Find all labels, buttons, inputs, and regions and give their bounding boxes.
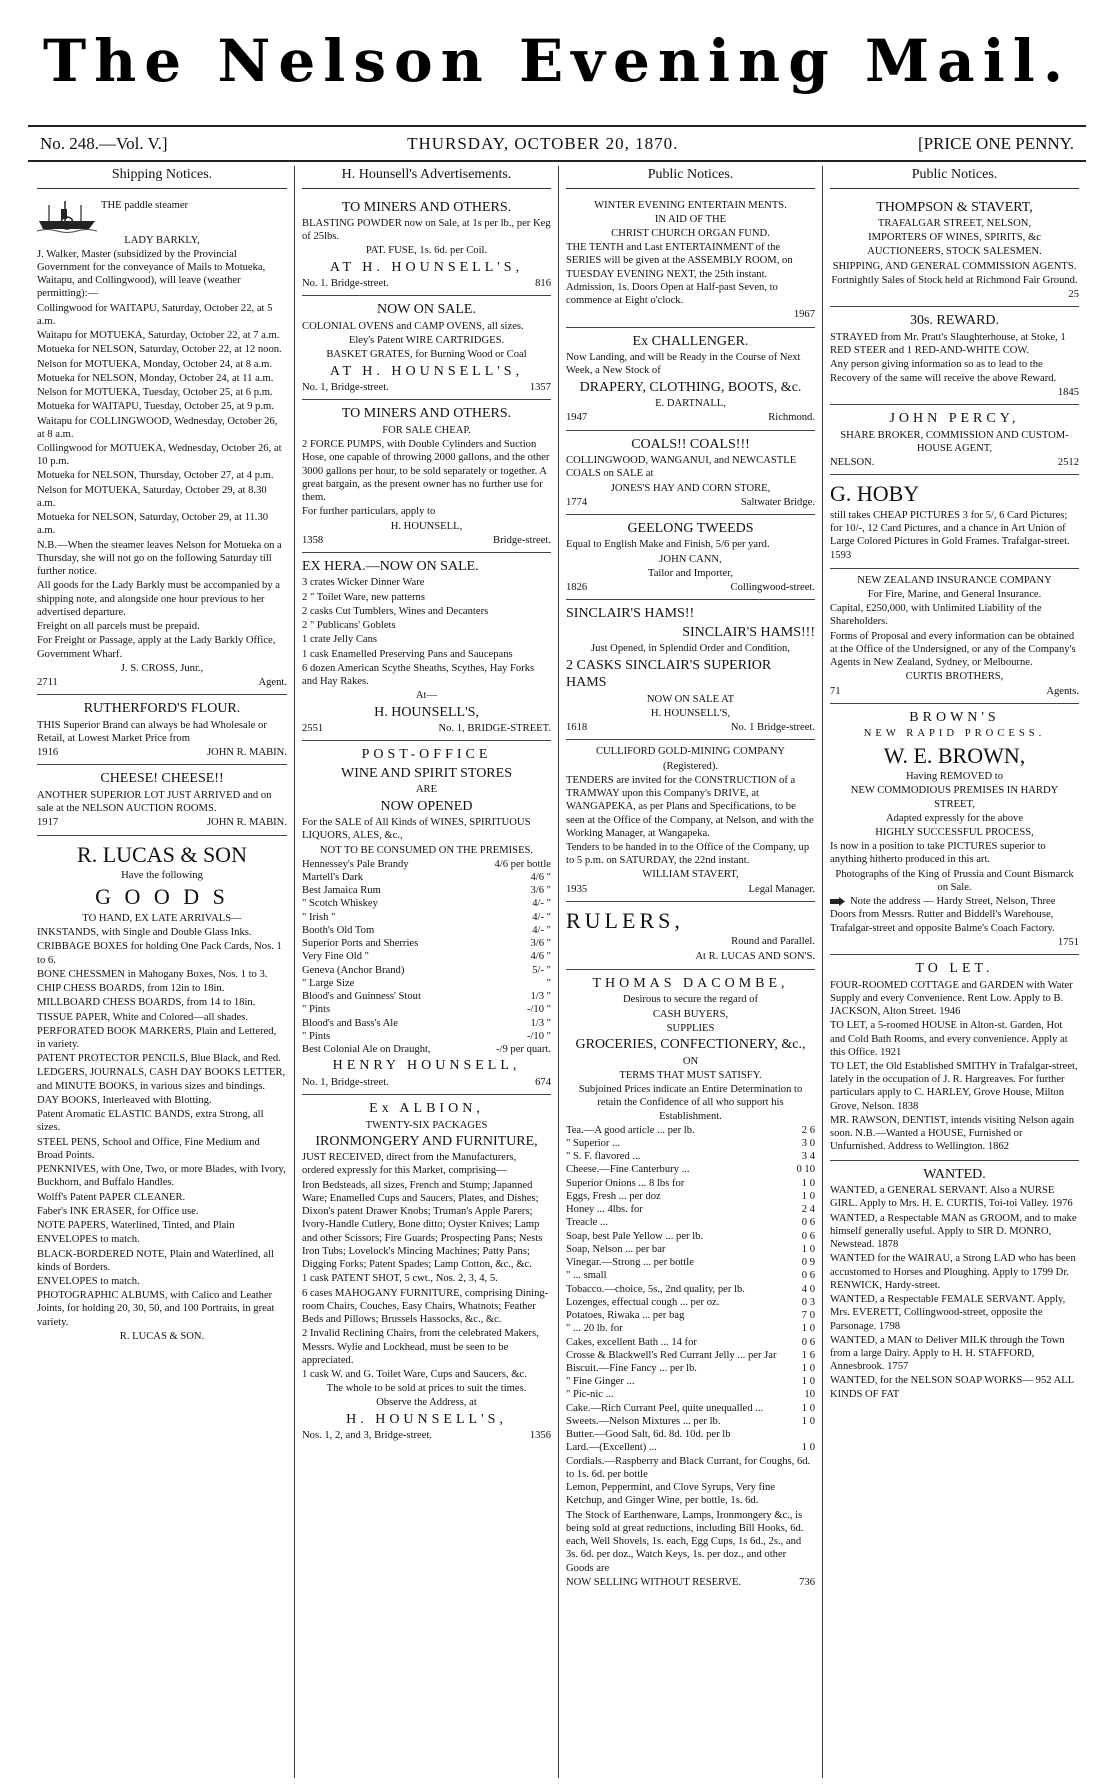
notice-body: Desirous to secure the regard of — [622, 994, 759, 1006]
steamer-note: Freight on all parcels must be prepaid. — [37, 621, 200, 633]
sailing-item: Collingwood for WAITAPU, Saturday, October 22, at 5 a.m. — [37, 302, 273, 327]
price-row: " Large Size " — [302, 977, 551, 989]
steamer-role: Agent. — [258, 677, 287, 688]
price-row: Blood's and Guinness' Stout 1/3 " — [302, 991, 551, 1003]
notice-goods: GROCERIES, CONFECTIONERY, &c., — [575, 1037, 806, 1053]
stavert-notice — [830, 194, 1079, 308]
notice-body: BLASTING POWDER now on Sale, at 1s per lb., per Keg of 25lbs. — [302, 218, 551, 243]
notice-goods: DRAPERY, CLOTHING, BOOTS, &c. — [579, 379, 802, 395]
cheese-notice — [37, 765, 287, 835]
notice-address: No. 1, BRIDGE-STREET. — [438, 723, 551, 735]
lucas-item: NOTE PAPERS, Waterlined, Tinted, and Plain — [37, 1220, 235, 1232]
notice-body: Just Opened, in Splendid Order and Condition, — [591, 643, 790, 655]
notice-who: H. HOUNSELL'S, — [374, 704, 479, 720]
flour-signer: JOHN R. MABIN. — [206, 747, 287, 759]
ad-number: 1967 — [793, 309, 815, 321]
wanted-item: WANTED for the WAIRAU, a Strong LAD who has been accustomed to Horses and Ploughing. Apply to 1799 Dr. RENWICK, Hardy-street. — [830, 1253, 1076, 1291]
notice-title-2: SINCLAIR'S HAMS!!! — [682, 624, 815, 640]
wanted-item: WANTED, a Respectable FEMALE SERVANT. Apply, Mrs. EVERETT, Collingwood-street, opposite the Parsonage. 1798 — [830, 1294, 1066, 1332]
cheese-title: CHEESE! CHEESE!! — [100, 771, 224, 787]
column-hounsell — [294, 166, 558, 1778]
winter-entertainment-notice — [566, 194, 815, 328]
fuse-line: PAT. FUSE, 1s. 6d. per Coil. — [365, 245, 488, 257]
notice-sub: For Fire, Marine, and General Insurance. — [867, 588, 1042, 600]
price-row: Honey ... 4lbs. for 2 4 — [566, 1204, 815, 1216]
price-row: " S. F. flavored ... 3 4 — [566, 1151, 815, 1163]
notice-body: Adapted expressly for the above — [885, 812, 1024, 824]
blasting-powder-notice — [302, 194, 551, 297]
notice-sub: TWENTY-SIX PACKAGES — [365, 1119, 488, 1131]
price-row: " Irish " 4/- " — [302, 911, 551, 923]
wanted-item: WANTED, a Respectable MAN as GROOM, and to make himself generally useful. Apply to SIR D. MONRO, Newstead. 1878 — [830, 1212, 1077, 1251]
albion-item: 1 cask W. and G. Toilet Ware, Cups and Saucers, &c. — [302, 1369, 527, 1380]
notice-body: Fortnightly Sales of Stock held at Richmond Fair Ground. — [831, 274, 1078, 286]
notice-sub: IRONMONGERY AND FURNITURE, — [315, 1133, 538, 1149]
sailing-item: Motueka for NELSON, Monday, October 24, at 11 a.m. — [37, 372, 274, 384]
masthead-title: The Nelson Evening Mail. — [42, 27, 1072, 95]
notice-body: Photographs of the King of Prussia and Count Bismarck on Sale. — [835, 868, 1074, 893]
lucas-goods: G O O D S — [95, 884, 229, 910]
ad-number: 736 — [799, 1576, 815, 1588]
notice-title: Ex CHALLENGER. — [632, 333, 749, 349]
price-row: Eggs, Fresh ... per doz 1 0 — [566, 1190, 815, 1202]
price-row: Butter.—Good Salt, 6d. 8d. 10d. per lb — [566, 1429, 731, 1441]
hera-item: 6 dozen American Scythe Sheaths, Scythes, Hay Forks and Hay Rakes. — [302, 662, 535, 688]
price-row: Best Colonial Ale on Draught, -/9 per quart. — [302, 1044, 551, 1056]
notice-at: JONES'S HAY AND CORN STORE, — [610, 482, 771, 494]
lucas-item: PHOTOGRAPHIC ALBUMS, with Calico and Leather Joints, for holding 20, 30, 50, and 100 Portraits, in great variety. — [37, 1290, 275, 1328]
notice-body: NEW COMMODIOUS PREMISES IN HARDY STREET, — [850, 785, 1059, 810]
notice-place: Saltwater Bridge. — [740, 496, 815, 508]
notice-address: Nos. 1, 2, and 3, Bridge-street. — [302, 1430, 433, 1442]
reward-notice — [830, 307, 1079, 405]
lucas-item: INKSTANDS, with Single and Double Glass Inks. — [37, 927, 252, 939]
ad-number: 71 — [830, 685, 841, 697]
column-header: Public Notices. — [830, 166, 1079, 189]
notice-body: THE TENTH and Last ENTERTAINMENT of the SERIES will be given at the ASSEMBLY ROOM, on TUESDAY EVENING NEXT, the 25th instant. Admission, 1s. Doors Open at Half-past Seven, to commence at Eight o'clock. — [566, 242, 793, 307]
notice-sale: NOW ON SALE AT — [646, 693, 735, 705]
notice-body: 2 FORCE PUMPS, with Double Cylinders and Suction Hose, one capable of throwing 2000 gallons, and the other 3000 gallons per hour, to be sold separately or together. A great bargain, as the present owner has no further use for them. — [302, 439, 550, 504]
notice-are: ARE — [415, 784, 438, 796]
top-rule — [28, 125, 1086, 127]
challenger-notice — [566, 328, 815, 431]
notice-apply: For further particulars, apply to — [302, 506, 436, 518]
hera-item: 2 casks Cut Tumblers, Wines and Decanters — [302, 605, 489, 617]
lucas-item: Faber's INK ERASER, for Office use. — [37, 1205, 199, 1217]
lucas-item: CHIP CHESS BOARDS, from 12in to 18in. — [37, 983, 225, 995]
steamer-note: All goods for the Lady Barkly must be accompanied by a shipping note, and alongside one hour previous to her advertised departure. — [37, 580, 281, 618]
notice-body: Forms of Proposal and every information can be obtained at the Office of the Undersigned, or any of the Company's Agents in New Zealand, Sydney, or Melbourne. — [830, 630, 1076, 669]
steamer-signer: J. S. CROSS, Junr., — [120, 662, 204, 674]
ad-number: 1774 — [566, 496, 588, 508]
sailing-item: Motueka for WAITAPU, Tuesday, October 25, at 9 p.m. — [37, 401, 274, 413]
notice-who: HENRY HOUNSELL, — [332, 1058, 521, 1074]
albion-item: 1 cask PATENT SHOT, 5 cwt., Nos. 2, 3, 4, 5. — [302, 1273, 498, 1285]
hera-item: 1 cask Enamelled Preserving Pans and Saucepans — [302, 648, 513, 660]
wanted-section — [830, 1161, 1079, 1407]
sailing-item: Nelson for MOTUEKA, Tuesday, October 25, at 6 p.m. — [37, 387, 273, 399]
notice-open: NOW OPENED — [380, 798, 473, 814]
price-row: Very Fine Old " 4/6 " — [302, 951, 551, 963]
notice-role: Tailor and Importer, — [647, 567, 734, 579]
lucas-item: PERFORATED BOOK MARKERS, Plain and Lettered, in variety. — [37, 1025, 277, 1050]
flour-notice — [37, 695, 287, 765]
notice-body: TENDERS are invited for the CONSTRUCTION of a TRAMWAY upon this Company's DRIVE, at WANGAPEKA, as per Plans and Specifications, to be seen at the Office of the Company, at Nelson, and with the Working Manager, at Wangapeka. — [566, 774, 814, 839]
lucas-item: BONE CHESSMEN in Mahogany Boxes, Nos. 1 to 3. — [37, 968, 268, 980]
sailing-item: Collingwood for MOTUEKA, Wednesday, October 26, at 10 p.m. — [37, 443, 282, 468]
cheese-body: ANOTHER SUPERIOR LOT JUST ARRIVED and on sale at the NELSON AUCTION ROOMS. — [37, 789, 272, 815]
notice-body: COLONIAL OVENS and CAMP OVENS, all sizes. — [302, 320, 524, 332]
notice-terms: TERMS THAT MUST SATISFY. — [619, 1069, 762, 1081]
price-row: Cordials.—Raspberry and Black Currant, for Coughs, 6d. to 1s. 6d. per bottle — [566, 1455, 811, 1480]
to-let-item: TO LET, a 5-roomed HOUSE in Alton-st. Garden, Hot and Cold Bath Rooms, and every convenience. Apply at this Office. 1921 — [830, 1020, 1068, 1058]
price-row: " Pints -/10 " — [302, 1030, 551, 1042]
notice-intro: Subjoined Prices indicate an Entire Determination to retain the Confidence of all who support his Establishment. — [578, 1084, 803, 1122]
ad-number: 816 — [535, 278, 551, 290]
lucas-item: ENVELOPES to match. — [37, 1234, 140, 1246]
lucas-title: R. LUCAS & SON — [77, 841, 247, 867]
sailing-item: Motueka for NELSON, Saturday, October 22, at 12 noon. — [37, 344, 282, 356]
gold-mining-notice — [566, 740, 815, 902]
lucas-item: LEDGERS, JOURNALS, CASH DAY BOOKS LETTER, and MINUTE BOOKS, in various sizes and bindings. — [37, 1067, 286, 1092]
notice-whole: The whole to be sold at prices to suit the times. — [326, 1383, 527, 1395]
insurance-notice — [830, 569, 1079, 704]
notice-title: CULLIFORD GOLD-MINING COMPANY — [595, 746, 786, 758]
price-row: Crosse & Blackwell's Red Currant Jelly ... per Jar 1 6 — [566, 1349, 815, 1361]
paddle-steamer-icon — [37, 199, 97, 233]
ad-number: 2551 — [302, 723, 324, 735]
flour-body: THIS Superior Brand can always be had Wholesale or Retail, at Lowest Market Price from — [37, 719, 267, 744]
price-row: Martell's Dark 4/6 " — [302, 872, 551, 883]
section-title: WANTED. — [923, 1166, 986, 1182]
sailing-item: Nelson for MOTUEKA, Saturday, October 29, at 8.30 a.m. — [37, 484, 267, 509]
price-row: " Pic-nic ... 10 — [566, 1389, 815, 1401]
steamer-line-1: THE paddle steamer — [101, 199, 189, 211]
notice-title: BROWN'S — [909, 709, 1000, 725]
to-let-item: MR. RAWSON, DENTIST, intends visiting Nelson again soon. N.B.—Wanted a HOUSE, Furnished or Unfurnished. Address to Wellington. 1862 — [830, 1114, 1075, 1153]
notice-at: At— — [415, 690, 438, 702]
price-row: Superior Onions ... 8 lbs for 1 0 — [566, 1177, 815, 1189]
price-row: Treacle ... 0 6 — [566, 1217, 815, 1229]
notice-body: Any person giving information so as to lead to the Recovery of the same will receive the above Reward. — [830, 359, 1057, 384]
notice-title: THOMAS DACOMBE, — [592, 975, 789, 991]
price-row: Lard.—(Excellent) ... 1 0 — [566, 1442, 815, 1454]
notice-body: For the SALE of All Kinds of WINES, SPIRITUOUS LIQUORS, ALES, &c., — [302, 817, 531, 842]
price-row: " Superior ... 3 0 — [566, 1138, 815, 1150]
notice-title: RULERS, — [566, 907, 684, 933]
ad-number: 2512 — [1057, 457, 1079, 469]
price-row: Best Jamaica Rum 3/6 " — [302, 885, 551, 897]
lucas-item: DAY BOOKS, Interleaved with Blotting. — [37, 1094, 212, 1106]
notice-reserve: NOW SELLING WITHOUT RESERVE. — [566, 1576, 742, 1588]
notice-stock: The Stock of Earthenware, Lamps, Ironmongery &c., is being sold at great reductions, including Bill Hooks, 6d. each, Well Shovels, 1s. each, Egg Cups, 1s 6d., 2s., and 3s. 6d. per doz., Watch Keys, 1s. per doz., and other Goods are — [566, 1509, 804, 1574]
notice-address: No. 1, Bridge-street. — [302, 1076, 389, 1088]
ad-number: 1358 — [302, 534, 324, 546]
price-row: " ... 20 lb. for 1 0 — [566, 1323, 815, 1335]
notice-note: NOT TO BE CONSUMED ON THE PREMISES. — [319, 844, 534, 856]
ad-number: 1935 — [566, 883, 588, 895]
notice-place: NELSON. — [830, 457, 875, 469]
albion-item: 2 Invalid Reclining Chairs, from the celebrated Makers, Messrs. Wylie and Lockhead, must be seen to be appreciated. — [302, 1328, 539, 1366]
lucas-sub: Have the following — [121, 870, 203, 882]
price-row: Cheese.—Fine Canterbury ... 0 10 — [566, 1164, 815, 1176]
notice-body: STRAYED from Mr. Pratt's Slaughterhouse, at Stoke, 1 RED STEER and 1 RED-AND-WHITE COW. — [830, 331, 1066, 357]
notice-address: Bridge-street. — [493, 534, 551, 546]
notice-body: COLLINGWOOD, WANGANUI, and NEWCASTLE COALS on SALE at — [566, 455, 797, 480]
ad-number: 1356 — [529, 1430, 551, 1442]
notice-body: SHARE BROKER, COMMISSION AND CUSTOM-HOUSE AGENT, — [840, 429, 1069, 454]
notice-on: ON — [682, 1055, 699, 1067]
dateline — [40, 131, 1074, 157]
lucas-item: MILLBOARD CHESS BOARDS, from 14 to 18in. — [37, 997, 256, 1009]
notice-body: Tenders to be handed in to the Office of the Company, up to 5 p.m. on SATURDAY, the 22nd instant. — [566, 842, 810, 867]
notice-title: G. HOBY — [830, 481, 920, 507]
issue-date: THURSDAY, OCTOBER 20, 1870. — [407, 134, 679, 153]
price-row: " Fine Ginger ... 1 0 — [566, 1376, 815, 1388]
ad-number: 1916 — [37, 747, 59, 759]
lucas-item: STEEL PENS, School and Office, Fine Medium and Broad Points. — [37, 1136, 260, 1161]
notice-body: Equal to English Make and Finish, 5/6 per yard. — [566, 539, 770, 551]
ad-number: 1826 — [566, 582, 588, 594]
hera-item: 2 " Toilet Ware, new patterns — [302, 591, 425, 603]
notice-body: BASKET GRATES, for Burning Wood or Coal — [326, 349, 527, 361]
coals-notice — [566, 431, 815, 515]
notice-sub: Round and Parallel. — [731, 936, 815, 948]
ad-number: 1593 — [830, 550, 852, 562]
notice-title: Ex ALBION, — [369, 1101, 484, 1117]
ad-number: 1947 — [566, 412, 588, 424]
rulers-notice — [566, 902, 815, 970]
dateline-rule — [28, 160, 1086, 162]
hera-notice — [302, 553, 551, 741]
ad-number: 674 — [535, 1076, 551, 1088]
albion-item: Iron Bedsteads, all sizes, French and Stump; Japanned Ware; Enamelled Cups and Saucers, Plates, and Dishes; Dixon's patent Drawer Knobs; Truman's Apple Parers; Ivory-Handle Cutlery, Bone ditto; Oyster Knives; Lamp and other Scissors; Fire Guards; Prospecting Pans; Nests Iron Tubs; Lovelock's Mincing Machines; Patty Pans; Digging Forks; Patent Spades; Lamp Cotton, &c., &c. — [302, 1179, 543, 1271]
notice-body: AUCTIONEERS, STOCK SALESMEN. — [867, 246, 1042, 258]
price-row: Booth's Old Tom 4/- " — [302, 924, 551, 936]
notice-at: At R. LUCAS AND SON'S. — [695, 950, 815, 962]
price-row: " ... small 0 6 — [566, 1270, 815, 1282]
notice-title: EX HERA.—NOW ON SALE. — [302, 558, 479, 574]
price-row: Blood's and Bass's Ale 1/3 " — [302, 1017, 551, 1029]
dacombe-notice — [566, 970, 815, 1594]
notice-title: THOMPSON & STAVERT, — [876, 199, 1033, 215]
lucas-item: Wolff's Patent PAPER CLEANER. — [37, 1191, 186, 1203]
notice-title: SINCLAIR'S HAMS!! — [566, 606, 695, 622]
steamer-name: LADY BARKLY, — [124, 234, 200, 246]
notice-at: H. HOUNSELL'S, — [346, 1411, 507, 1427]
price-row: Lemon, Peppermint, and Clove Syrups, Very fine Ketchup, and Ginger Wine, per bottle, 1s. 6d. — [566, 1482, 775, 1507]
masthead — [0, 0, 1114, 122]
ad-number: 2711 — [37, 677, 58, 688]
notice-title: 30s. REWARD. — [909, 313, 1000, 329]
hera-item: 2 " Publicans' Goblets — [302, 620, 396, 632]
pointing-hand-icon — [830, 896, 846, 907]
lucas-goods-sub: TO HAND, EX LATE ARRIVALS— — [82, 912, 242, 924]
ad-number: 1845 — [1057, 386, 1079, 398]
notice-title: COALS!! COALS!!! — [631, 436, 750, 452]
notice-address: No. 1. Bridge-street. — [302, 278, 389, 290]
notice-who: H. HOUNSELL'S, — [650, 707, 731, 719]
percy-notice — [830, 405, 1079, 475]
notice-body: Is now in a position to take PICTURES superior to anything hitherto produced in this art. — [830, 841, 1046, 866]
lucas-item: PENKNIVES, with One, Two, or more Blades, with Ivory, Buckhorn, and Buffalo Handles. — [37, 1164, 286, 1189]
column-public-notices-2 — [822, 166, 1086, 1778]
notice-sub: FOR SALE CHEAP. — [382, 424, 471, 436]
albion-notice — [302, 1095, 551, 1447]
sailing-item: Waitapu for MOTUEKA, Saturday, October 22, at 7 a.m. — [37, 330, 280, 342]
notice-title: TO MINERS AND OTHERS. — [341, 199, 512, 215]
brown-notice — [830, 704, 1079, 955]
ad-number: 1751 — [1057, 936, 1079, 948]
steamer-intro: J. Walker, Master (subsidized by the Provincial Government for the conveyance of Mails to Motueka, Waitapu, and Collingwood), will leave (weather permitting):— — [37, 248, 266, 300]
issue-price: [PRICE ONE PENNY. — [917, 134, 1074, 153]
wanted-item: WANTED, a GENERAL SERVANT. Also a NURSE GIRL. Apply to Mrs. H. E. CURTIS, Toi-toi Valley. 1976 — [830, 1185, 1073, 1210]
notice-sub: IN AID OF THE — [654, 213, 727, 225]
notice-name: W. E. BROWN, — [883, 742, 1026, 768]
tweeds-notice — [566, 515, 815, 600]
steamer-note: N.B.—When the steamer leaves Nelson for Motueka on a Thursday, she will not go on the following Saturday till further notice. — [37, 539, 282, 578]
price-row: Tea.—A good article ... per lb. 2 6 — [566, 1124, 815, 1136]
wanted-item: WANTED, a MAN to Deliver MILK through the Town from a large Dairy. Apply to H. H. STAFFORD, Annesbrook. 1757 — [830, 1334, 1065, 1373]
notice-at: AT H. HOUNSELL'S, — [329, 259, 524, 275]
lucas-item: Patent Aromatic ELASTIC BANDS, extra Strong, all sizes. — [37, 1109, 264, 1134]
albion-item: 6 cases MAHOGANY FURNITURE, comprising Dining-room Chairs, Couches, Easy Chairs, Whatnots; Feather Beds and Pillows; Brussels Hassocks, &c., &c. — [302, 1287, 549, 1326]
to-let-item: FOUR-ROOMED COTTAGE and GARDEN with Water Supply and every Convenience. Rent Low. Apply to B. JACKSON, Alton Street. 1946 — [830, 979, 1073, 1018]
pumps-notice — [302, 400, 551, 553]
lucas-item: BLACK-BORDERED NOTE, Plain and Waterlined, all kinds of Borders. — [37, 1248, 274, 1273]
column-header: H. Hounsell's Advertisements. — [302, 166, 551, 189]
notice-body: Having REMOVED to — [905, 771, 1004, 783]
notice-capital: Capital, £250,000, with Unlimited Liability of the Shareholders. — [830, 603, 1042, 628]
hera-item: 3 crates Wicker Dinner Ware — [302, 577, 425, 589]
lucas-item: TISSUE PAPER, White and Colored—all shades. — [37, 1011, 248, 1023]
notice-sub: NEW RAPID PROCESS. — [863, 728, 1046, 740]
steamer-note: For Freight or Passage, apply at the Lady Barkly Office, Government Wharf. — [37, 635, 276, 660]
cheese-signer: JOHN R. MABIN. — [206, 817, 287, 829]
notice-who: H. HOUNSELL, — [390, 520, 463, 532]
notice-reg: (Registered). — [662, 760, 718, 772]
column-public-notices-1 — [558, 166, 822, 1778]
section-title: TO LET. — [915, 961, 994, 977]
ad-number: 1357 — [529, 382, 551, 394]
sailing-item: Nelson for MOTUEKA, Monday, October 24, at 8 a.m. — [37, 358, 272, 370]
notice-address: No. 1, Bridge-street. — [302, 382, 389, 394]
price-row: " Scotch Whiskey 4/- " — [302, 898, 551, 910]
price-row: Cakes, excellent Bath ... 14 for 0 6 — [566, 1336, 815, 1348]
notice-body: Now Landing, and will be Ready in the Course of Next Week, a New Stock of — [566, 352, 801, 377]
notice-body: HIGHLY SUCCESSFUL PROCESS, — [875, 827, 1034, 838]
ad-number: 1618 — [566, 722, 588, 734]
hera-item: 1 crate Jelly Cans — [302, 634, 378, 646]
notice-place: Collingwood-street. — [730, 582, 815, 594]
notice-title: WINTER EVENING ENTERTAIN MENTS. — [594, 199, 787, 211]
price-row: Soap, Nelson ... per bar 1 0 — [566, 1243, 815, 1255]
notice-body: Eley's Patent WIRE CARTRIDGES. — [348, 335, 505, 347]
column-shipping — [30, 166, 294, 1778]
price-row: Lozenges, effectual cough ... per oz. 0 3 — [566, 1296, 815, 1308]
price-row: Biscuit.—Fine Fancy ... per lb. 1 0 — [566, 1363, 815, 1374]
notice-address: No. 1 Bridge-street. — [730, 722, 815, 734]
post-office-stores-notice — [302, 741, 551, 1095]
column-header: Public Notices. — [566, 166, 815, 189]
columns — [30, 166, 1086, 1778]
notice-observe: Observe the Address, at — [376, 1397, 477, 1409]
price-row: Geneva (Anchor Brand) 5/- " — [302, 964, 551, 976]
to-let-item: TO LET, the Old Established SMITHY in Trafalgar-street, lately in the occupation of J. R. Hargreaves. For further particulars apply to C. HARLEY, Grove House, Milton Grove, Nelson. 1838 — [830, 1061, 1078, 1112]
price-row: Soap, best Pale Yellow ... per lb. 0 6 — [566, 1230, 815, 1242]
notice-sub: CHRIST CHURCH ORGAN FUND. — [611, 227, 770, 239]
notice-who: WILLIAM STAVERT, — [642, 869, 739, 881]
column-header: Shipping Notices. — [37, 166, 287, 189]
notice-title: TO MINERS AND OTHERS. — [341, 406, 512, 422]
price-row: Sweets.—Nelson Mixtures ... per lb. 1 0 — [566, 1415, 815, 1427]
steamer-notice — [37, 194, 287, 696]
ad-number: 1917 — [37, 817, 59, 829]
notice-sub: WINE AND SPIRIT STORES — [340, 765, 512, 781]
to-let-section — [830, 955, 1079, 1161]
lucas-item: PATENT PROTECTOR PENCILS, Blue Black, and Red. — [37, 1053, 281, 1065]
notice-who: CURTIS BROTHERS, — [905, 671, 1004, 683]
price-row: Superior Ports and Sherries 3/6 " — [302, 938, 551, 950]
sailing-item: Waitapu for COLLINGWOOD, Wednesday, October 26, at 8 a.m. — [37, 415, 278, 440]
lucas-item: CRIBBAGE BOXES for holding One Pack Cards, Nos. 1 to 6. — [37, 941, 282, 966]
notice-sub: TRAFALGAR STREET, NELSON, — [877, 218, 1032, 229]
notice-note: Note the address — Hardy Street, Nelson, Three Doors from Messrs. Rutter and Biddell's Warehouse, Trafalgar-street and opposite Balme's Coach Factory. — [830, 896, 1056, 934]
notice-who: E. DARTNALL, — [655, 398, 726, 410]
notice-role: Agents. — [1046, 685, 1079, 697]
notice-who: JOHN CANN, — [659, 553, 722, 565]
lucas-signer: R. LUCAS & SON. — [119, 1330, 205, 1342]
lucas-item: ENVELOPES to match. — [37, 1275, 140, 1287]
price-row: Potatoes, Riwaka ... per bag 7 0 — [566, 1310, 815, 1322]
flour-title: RUTHERFORD'S FLOUR. — [83, 701, 241, 717]
notice-intro: JUST RECEIVED, direct from the Manufacturers, ordered expressly for this Market, comprising— — [302, 1152, 517, 1177]
price-row: Vinegar.—Strong ... per bottle 0 9 — [566, 1257, 815, 1269]
hams-notice — [566, 600, 815, 740]
notice-buyers: CASH BUYERS, — [652, 1008, 729, 1020]
notice-title: NOW ON SALE. — [377, 302, 476, 318]
issue-number: No. 248.—Vol. V.] — [40, 134, 168, 153]
ovens-notice — [302, 296, 551, 400]
notice-supplies: SUPPLIES — [666, 1022, 715, 1034]
notice-casks: 2 CASKS SINCLAIR'S SUPERIOR HAMS — [566, 657, 772, 691]
notice-title: POST-OFFICE — [361, 747, 492, 763]
sailing-item: Motueka for NELSON, Saturday, October 29, at 11.30 a.m. — [37, 512, 269, 537]
notice-title: NEW ZEALAND INSURANCE COMPANY — [857, 574, 1052, 586]
notice-title: JOHN PERCY, — [889, 411, 1020, 427]
price-row: Tobacco.—choice, 5s., 2nd quality, per lb. 4 0 — [566, 1283, 815, 1295]
notice-body: SHIPPING, AND GENERAL COMMISSION AGENTS. — [832, 260, 1077, 272]
notice-role: Legal Manager. — [748, 883, 815, 895]
wanted-item: WANTED, for the NELSON SOAP WORKS— 952 ALL KINDS OF FAT — [830, 1375, 1074, 1400]
price-row: " Pints -/10 " — [302, 1004, 551, 1016]
price-row: Cake.—Rich Currant Peel, quite unequalled ... 1 0 — [566, 1402, 815, 1414]
notice-body: IMPORTERS OF WINES, SPIRITS, &c — [868, 232, 1041, 244]
notice-at: AT H. HOUNSELL'S, — [329, 363, 524, 379]
notice-title: GEELONG TWEEDS — [627, 520, 754, 536]
price-row: Hennessey's Pale Brandy 4/6 per bottle — [302, 858, 551, 870]
lucas-notice — [37, 836, 287, 1350]
ad-number: 25 — [1068, 289, 1079, 301]
notice-body: still takes CHEAP PICTURES 3 for 5/, 6 Card Pictures; for 10/-, 12 Card Pictures, and a chance in Art Union of Large Colored Pictures in Gold Frames. Trafalgar-street. — [830, 509, 1070, 548]
sailing-item: Motueka for NELSON, Thursday, October 27, at 4 p.m. — [37, 470, 274, 482]
notice-place: Richmond. — [768, 412, 815, 424]
hoby-notice — [830, 475, 1079, 568]
